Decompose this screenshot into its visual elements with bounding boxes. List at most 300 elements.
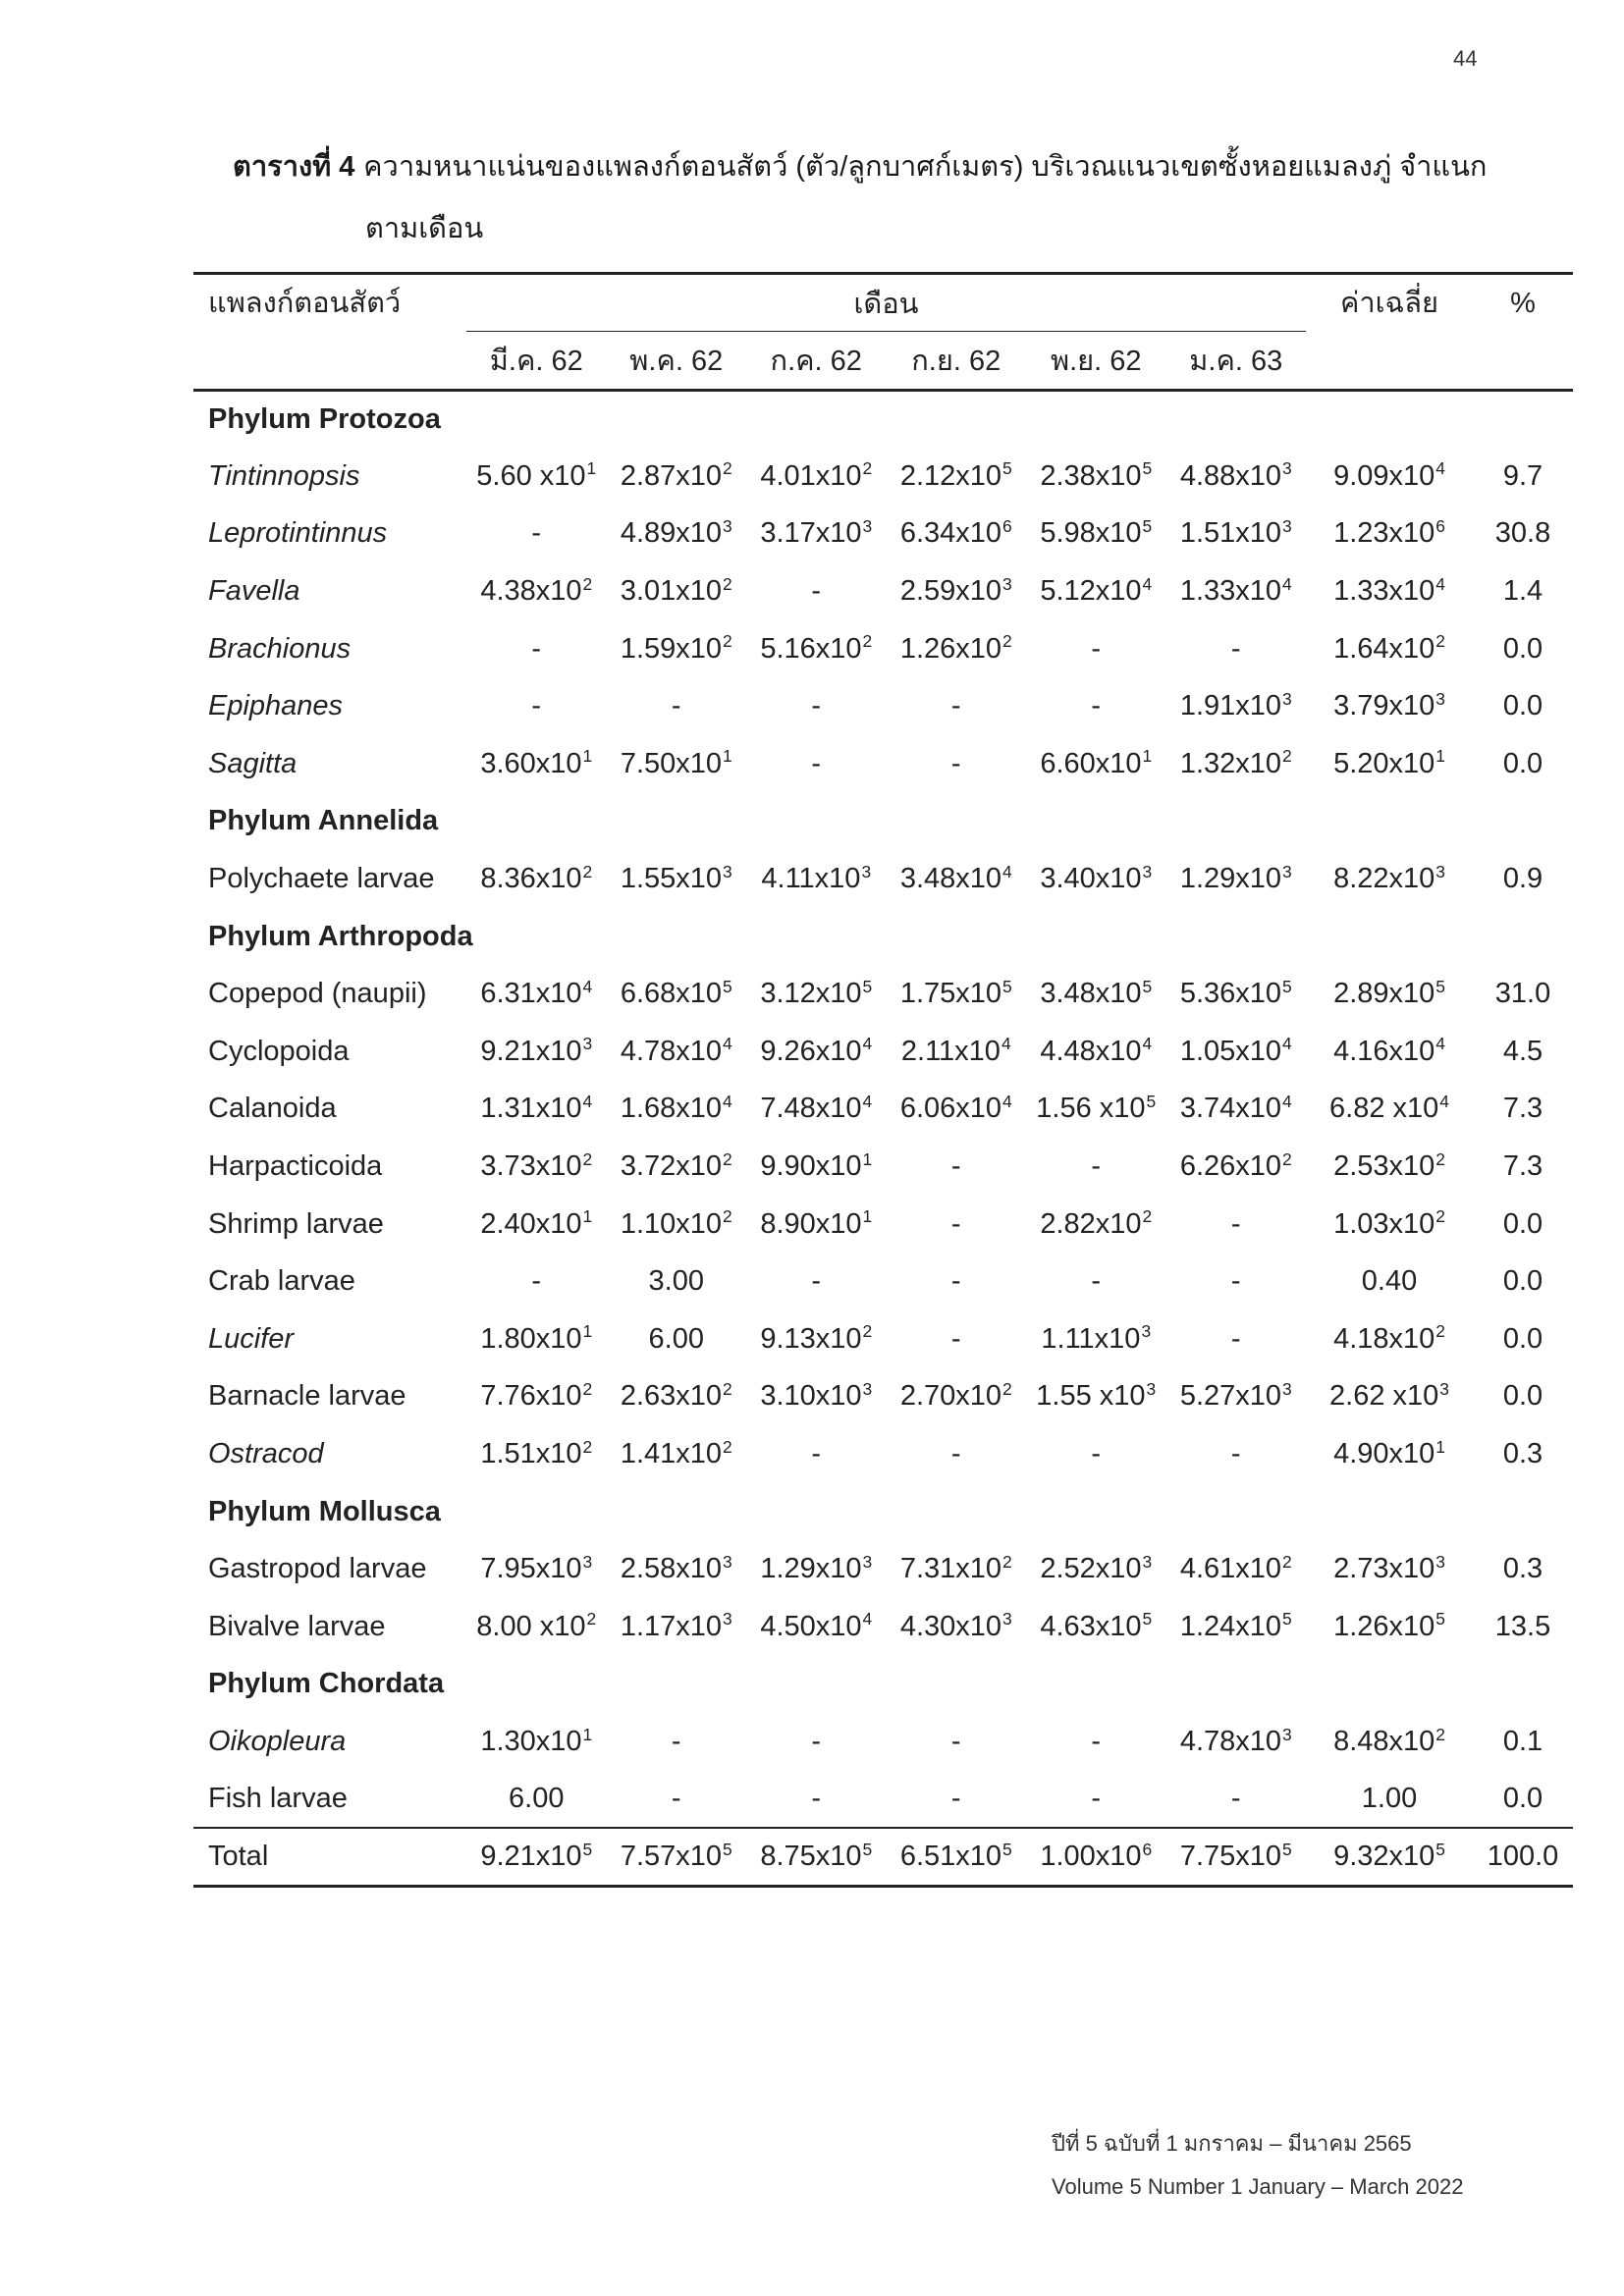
density-cell-exponent: 3 [723,1609,732,1629]
column-header-month: พ.ย. 62 [1026,332,1166,391]
caption-label: ตารางที่ 4 [233,151,355,183]
density-table [193,272,1573,1888]
density-cell-exponent: 1 [582,1724,593,1744]
phylum-row [193,391,1573,449]
column-header-month: พ.ค. 62 [607,332,747,391]
density-cell [607,620,747,678]
density-cell-exponent: 3 [1002,573,1012,594]
density-cell-exponent: 5 [1282,1839,1292,1859]
density-cell [466,1828,607,1886]
density-cell [1026,1771,1166,1829]
mean-cell-exponent: 3 [1435,861,1445,881]
mean-cell-exponent: 2 [1435,1321,1445,1342]
density-cell-text: - [1230,1437,1241,1469]
density-cell [1166,1196,1307,1254]
density-cell-mantissa: 5.98x10 [1040,517,1142,550]
column-header-month: ก.ค. 62 [746,332,887,391]
mean-cell-mantissa: 4.90x10 [1333,1437,1435,1469]
density-cell-mantissa: 1.32x10 [1179,747,1282,779]
density-cell-mantissa: 8.75x10 [760,1841,862,1873]
density-cell [466,562,607,620]
density-cell [746,1138,887,1196]
table-row [193,1425,1573,1483]
density-cell [1026,1828,1166,1886]
table-row [193,448,1573,506]
mean-cell-mantissa: 1.03x10 [1333,1207,1435,1240]
percent-cell: 4.5 [1502,1035,1543,1067]
density-cell [1166,1425,1307,1483]
density-cell-mantissa: 3.10x10 [760,1380,862,1413]
density-cell-exponent: 4 [1282,1091,1292,1111]
density-cell-mantissa: 7.48x10 [760,1093,862,1125]
density-cell-text: - [671,1725,681,1757]
density-cell [746,1425,887,1483]
density-cell-text: - [531,690,542,722]
density-cell-mantissa: 1.00x10 [1040,1841,1142,1873]
density-cell-exponent: 2 [723,458,732,479]
density-cell-text: - [950,690,961,722]
density-cell [746,965,887,1023]
density-cell-mantissa: 6.34x10 [899,517,1002,550]
density-cell [887,1713,1027,1771]
density-cell-mantissa: 9.13x10 [760,1322,862,1355]
density-cell-exponent: 3 [1282,458,1292,479]
table-row [193,677,1573,735]
density-cell-text: - [950,1150,961,1183]
density-cell-exponent: 4 [1142,573,1153,594]
density-cell-text: - [811,1725,822,1757]
taxon-name: Polychaete larvae [208,863,435,895]
density-cell-exponent: 1 [582,1321,593,1342]
density-cell [1026,448,1166,506]
density-cell-exponent: 2 [582,1148,593,1169]
density-cell-mantissa: 6.26x10 [1179,1150,1282,1183]
mean-cell-mantissa: 4.18x10 [1333,1322,1435,1355]
density-cell [1166,1310,1307,1368]
taxon-name: Oikopleura [208,1725,347,1757]
density-cell-exponent: 2 [862,1321,873,1342]
percent-cell: 0.0 [1502,1380,1543,1413]
density-cell [466,1771,607,1829]
mean-cell-exponent: 3 [1435,688,1445,709]
density-cell-mantissa: 1.55 x10 [1036,1380,1146,1413]
density-cell-mantissa: 2.58x10 [620,1553,723,1585]
column-header-month-group: เดือน [466,274,1306,332]
density-cell-exponent: 3 [1282,1724,1292,1744]
table-row [193,1023,1573,1081]
density-cell-mantissa: 4.78x10 [1179,1725,1282,1757]
density-cell [607,735,747,793]
taxon-name: Fish larvae [208,1783,348,1815]
density-cell-exponent: 2 [1002,1378,1012,1399]
mean-cell [1306,506,1473,563]
density-cell-mantissa: 3.48x10 [1040,978,1142,1010]
mean-cell-mantissa: 6.82 x10 [1329,1093,1439,1125]
density-cell-mantissa: 5.16x10 [760,632,862,665]
density-cell [887,562,1027,620]
mean-cell-exponent: 4 [1435,458,1445,479]
mean-cell [1306,1368,1473,1426]
caption-text: ความหนาแน่นของแพลงก์ตอนสัตว์ (ตัว/ลูกบาศก์เมตร) บริเวณแนวเขตซั้งหอยแมลงภู่ จำแนก [363,151,1488,183]
density-cell [1166,1713,1307,1771]
density-cell-text: - [950,1783,961,1815]
percent-cell: 30.8 [1494,517,1551,550]
mean-cell-mantissa: 5.20x10 [1333,747,1435,779]
density-cell [746,850,887,908]
density-cell-mantissa: 1.68x10 [620,1093,723,1125]
density-cell-mantissa: 2.40x10 [480,1207,582,1240]
percent-cell: 31.0 [1494,978,1551,1010]
density-cell [1166,850,1307,908]
density-cell-text: 3.00 [648,1265,704,1298]
density-cell-exponent: 3 [1282,688,1292,709]
density-cell-text: - [950,1322,961,1355]
density-cell [607,1540,747,1598]
table-row [193,506,1573,563]
density-cell-text: - [1230,1322,1241,1355]
density-cell-mantissa: 2.12x10 [899,459,1002,492]
density-cell [1166,677,1307,735]
taxon-name: Crab larvae [208,1265,355,1298]
percent-cell: 0.0 [1502,1207,1543,1240]
density-cell-mantissa: 7.75x10 [1179,1841,1282,1873]
percent-cell: 0.9 [1502,863,1543,895]
density-cell-exponent: 2 [582,573,593,594]
density-cell-mantissa: 1.30x10 [480,1725,582,1757]
table-row [193,620,1573,678]
taxon-name: Tintinnopsis [208,459,360,492]
density-cell [607,1713,747,1771]
density-cell [466,1253,607,1310]
mean-cell-exponent: 2 [1435,631,1445,652]
density-cell [607,1081,747,1139]
mean-cell [1306,1598,1473,1656]
density-cell-mantissa: 2.52x10 [1040,1553,1142,1585]
table-header [193,274,1573,391]
density-cell [887,1368,1027,1426]
density-cell [607,850,747,908]
density-cell [746,735,887,793]
density-cell [1026,1253,1166,1310]
density-cell [746,1310,887,1368]
density-cell-mantissa: 1.41x10 [620,1437,723,1469]
density-cell-exponent: 5 [723,1839,732,1859]
density-cell-mantissa: 3.74x10 [1179,1093,1282,1125]
mean-cell-mantissa: 1.23x10 [1333,517,1435,550]
mean-cell [1306,562,1473,620]
density-cell-mantissa: 4.11x10 [761,863,861,895]
table-row [193,735,1573,793]
density-cell [1166,1771,1307,1829]
density-cell-mantissa: 4.38x10 [480,575,582,608]
taxon-name: Harpacticoida [208,1150,383,1183]
density-cell [607,1023,747,1081]
density-cell-mantissa: 4.48x10 [1040,1035,1142,1067]
density-cell [466,448,607,506]
footer-issue-thai: ปีที่ 5 ฉบับที่ 1 มกราคม – มีนาคม 2565 [1052,2131,1412,2156]
percent-cell: 0.0 [1502,632,1543,665]
density-cell-text: - [950,1265,961,1298]
density-cell [1166,1023,1307,1081]
density-cell-text: - [811,1783,822,1815]
mean-cell [1306,735,1473,793]
mean-cell [1306,1081,1473,1139]
density-cell [746,1196,887,1254]
density-cell-exponent: 2 [1142,1206,1153,1227]
density-cell [887,1540,1027,1598]
table-row [193,1081,1573,1139]
density-cell-exponent: 1 [586,458,597,479]
mean-cell-exponent: 2 [1435,1206,1445,1227]
density-cell-exponent: 4 [1142,1034,1153,1054]
density-cell [466,850,607,908]
density-cell-mantissa: 1.91x10 [1179,690,1282,722]
page-number: 44 [1453,46,1478,71]
density-cell-exponent: 3 [861,861,872,881]
density-cell [466,1425,607,1483]
density-cell-mantissa: 9.90x10 [760,1150,862,1183]
density-cell-exponent: 4 [1002,861,1012,881]
density-cell-text: 6.00 [509,1783,565,1815]
mean-cell [1306,1828,1473,1886]
density-cell-text: - [1091,632,1102,665]
table-row [193,1253,1573,1310]
percent-cell: 9.7 [1502,459,1543,492]
density-cell-mantissa: 7.57x10 [620,1841,723,1873]
density-cell-text: - [811,575,822,608]
density-cell [1026,965,1166,1023]
density-cell-mantissa: 7.76x10 [480,1380,582,1413]
density-cell-mantissa: 4.61x10 [1179,1553,1282,1585]
density-cell [607,677,747,735]
density-cell-mantissa: 1.29x10 [1179,863,1282,895]
density-cell [887,1425,1027,1483]
percent-cell: 0.0 [1502,747,1543,779]
mean-cell [1306,1310,1473,1368]
density-cell-mantissa: 1.56 x10 [1036,1093,1146,1125]
density-cell-text: - [1230,632,1241,665]
density-cell [746,620,887,678]
density-cell-text: - [1091,1265,1102,1298]
density-cell [1026,1425,1166,1483]
density-cell-mantissa: 5.36x10 [1179,978,1282,1010]
column-header-month: มี.ค. 62 [466,332,607,391]
mean-cell-exponent: 4 [1439,1091,1449,1111]
density-cell [1166,506,1307,563]
density-cell-exponent: 5 [862,1839,873,1859]
table-row [193,1713,1573,1771]
mean-cell-exponent: 1 [1435,746,1445,767]
density-cell-mantissa: 4.01x10 [760,459,862,492]
percent-cell: 1.4 [1502,575,1543,608]
density-cell-text: - [811,1265,822,1298]
density-cell-exponent: 3 [1141,1321,1152,1342]
percent-cell: 0.0 [1502,1322,1543,1355]
table-row [193,1771,1573,1829]
phylum-heading: Phylum Mollusca [208,1495,441,1527]
density-cell [466,1713,607,1771]
percent-cell: 0.3 [1502,1553,1543,1585]
taxon-name: Leprotintinnus [208,517,388,550]
density-cell-exponent: 4 [582,1091,593,1111]
density-cell-exponent: 2 [1002,631,1012,652]
column-header-mean: ค่าเฉลี่ย [1306,274,1473,391]
density-cell-mantissa: 9.21x10 [480,1035,582,1067]
table-row [193,562,1573,620]
density-cell-mantissa: 3.73x10 [480,1150,582,1183]
mean-cell [1306,1540,1473,1598]
mean-cell [1306,1023,1473,1081]
density-cell [887,965,1027,1023]
density-cell-mantissa: 1.31x10 [480,1093,582,1125]
density-cell [1026,1540,1166,1598]
mean-cell-exponent: 1 [1435,1436,1445,1457]
density-cell-mantissa: 1.33x10 [1179,575,1282,608]
density-cell [1026,506,1166,563]
density-cell [746,1771,887,1829]
density-cell [1026,1081,1166,1139]
density-cell-mantissa: 1.10x10 [620,1207,723,1240]
density-cell-exponent: 2 [582,1436,593,1457]
density-cell [466,1081,607,1139]
density-cell [1026,620,1166,678]
mean-cell-mantissa: 2.73x10 [1333,1553,1435,1585]
density-cell-exponent: 1 [723,746,732,767]
mean-cell-exponent: 4 [1435,573,1445,594]
density-cell [746,1253,887,1310]
mean-cell-mantissa: 1.64x10 [1333,632,1435,665]
density-cell-exponent: 2 [723,1378,732,1399]
density-cell [466,1310,607,1368]
table-row [193,1598,1573,1656]
page-footer [1052,2122,1601,2209]
table-row [193,1196,1573,1254]
density-cell-mantissa: 1.17x10 [620,1610,723,1642]
density-cell-mantissa: 2.82x10 [1040,1207,1142,1240]
density-cell-mantissa: 1.51x10 [480,1437,582,1469]
density-cell [887,1771,1027,1829]
mean-cell-mantissa: 1.26x10 [1333,1610,1435,1642]
density-cell [466,506,607,563]
column-header-taxon: แพลงก์ตอนสัตว์ [193,274,466,391]
density-cell-exponent: 4 [862,1609,873,1629]
density-cell [466,735,607,793]
density-cell-exponent: 1 [582,1206,593,1227]
density-cell-exponent: 2 [723,1148,732,1169]
density-cell-mantissa: 3.17x10 [760,517,862,550]
density-cell [746,1368,887,1426]
mean-cell-mantissa: 4.16x10 [1333,1035,1435,1067]
mean-cell [1306,1138,1473,1196]
density-cell [607,1138,747,1196]
density-cell-mantissa: 1.24x10 [1179,1610,1282,1642]
percent-cell: 7.3 [1502,1150,1543,1183]
density-cell-exponent: 5 [1142,976,1153,996]
mean-cell-exponent: 3 [1439,1378,1449,1399]
density-cell-mantissa: 6.06x10 [899,1093,1002,1125]
density-cell-exponent: 4 [582,976,593,996]
density-cell [1166,448,1307,506]
density-cell-exponent: 3 [1142,1551,1153,1572]
percent-cell: 0.1 [1502,1725,1543,1757]
density-cell [607,1310,747,1368]
density-cell [466,620,607,678]
density-cell [1026,1598,1166,1656]
density-cell-mantissa: 3.60x10 [480,747,582,779]
density-cell-text: - [1230,1783,1241,1815]
density-cell-exponent: 3 [1142,861,1153,881]
density-cell-mantissa: 2.63x10 [620,1380,723,1413]
density-cell [1166,965,1307,1023]
density-cell [466,1196,607,1254]
total-row [193,1828,1573,1886]
density-cell [746,1828,887,1886]
density-cell [1166,1540,1307,1598]
mean-cell-mantissa: 2.62 x10 [1329,1380,1439,1413]
density-cell [1026,850,1166,908]
density-cell-exponent: 2 [1282,746,1292,767]
taxon-name: Epiphanes [208,690,344,722]
density-cell-mantissa: 2.38x10 [1040,459,1142,492]
density-cell-mantissa: 6.51x10 [899,1841,1002,1873]
density-cell-exponent: 3 [723,1551,732,1572]
density-cell-exponent: 3 [1002,1609,1012,1629]
density-cell-mantissa: 7.50x10 [620,747,723,779]
density-cell-exponent: 3 [582,1551,593,1572]
density-cell-exponent: 2 [723,1436,732,1457]
density-cell-exponent: 3 [582,1034,593,1054]
density-cell [1166,620,1307,678]
density-cell-mantissa: 8.36x10 [480,863,582,895]
density-cell-text: - [950,747,961,779]
density-cell [1166,562,1307,620]
density-cell [887,448,1027,506]
mean-cell [1306,1425,1473,1483]
density-cell-exponent: 2 [723,631,732,652]
density-cell-text: - [531,517,542,550]
density-cell-mantissa: 4.88x10 [1179,459,1282,492]
density-cell [1026,735,1166,793]
density-cell [607,562,747,620]
mean-cell [1306,1196,1473,1254]
density-cell [887,1138,1027,1196]
density-cell [466,1598,607,1656]
density-cell [887,1598,1027,1656]
density-cell-text: - [671,690,681,722]
taxon-name: Copepod (naupii) [208,978,427,1010]
column-header-month: ม.ค. 63 [1166,332,1307,391]
density-cell [887,1081,1027,1139]
density-cell-text: - [531,1265,542,1298]
density-cell [607,1425,747,1483]
density-cell [887,1196,1027,1254]
density-cell-mantissa: 1.55x10 [620,863,723,895]
density-cell [887,1828,1027,1886]
column-header-month: ก.ย. 62 [887,332,1027,391]
density-cell [887,506,1027,563]
density-cell-mantissa: 1.11x10 [1041,1322,1141,1355]
density-cell [607,448,747,506]
density-cell-mantissa: 4.63x10 [1040,1610,1142,1642]
mean-cell [1306,448,1473,506]
mean-cell [1306,965,1473,1023]
density-cell-exponent: 1 [1142,746,1153,767]
density-cell [466,677,607,735]
density-cell [1166,1253,1307,1310]
density-cell [1026,1196,1166,1254]
density-cell-mantissa: 1.75x10 [899,978,1002,1010]
phylum-heading: Phylum Annelida [208,805,439,837]
